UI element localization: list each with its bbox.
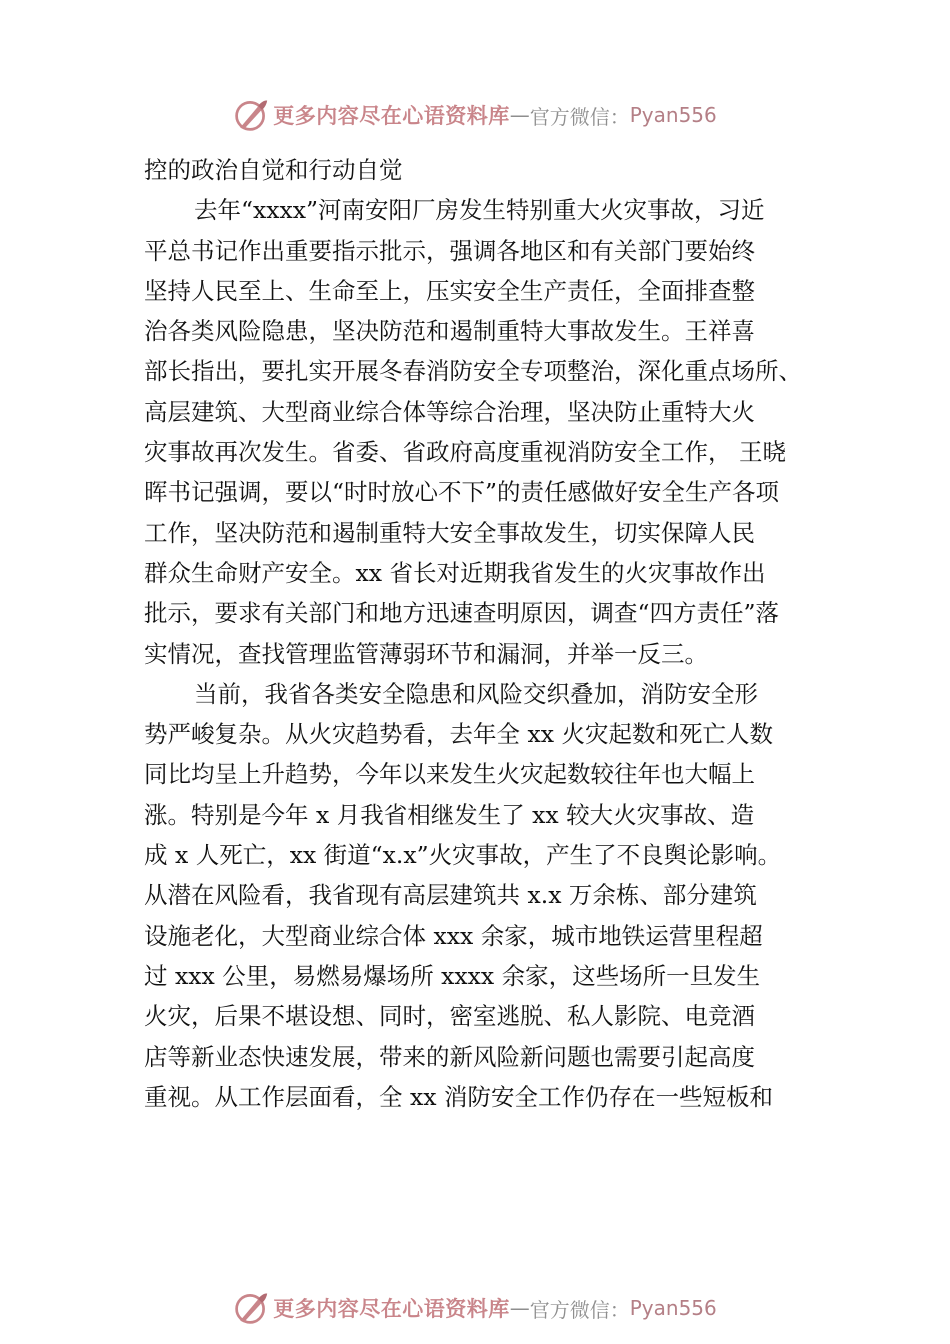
text-line: 重视。从工作层面看，全 xx 消防安全工作仍存在一些短板和 (144, 1082, 773, 1111)
text-line: 控的政治自觉和行动自觉 (144, 156, 403, 184)
document-body (144, 150, 844, 1117)
text-line: 从潜在风险看，我省现有高层建筑共 x.x 万余栋、部分建筑 (144, 881, 757, 910)
text-line: 批示，要求有关部门和地方迅速查明原因，调查“四方责任”落 (144, 599, 780, 628)
text-line: 成 x 人死亡，xx 街道“x.x”火灾事故，产生了不良舆论影响。 (144, 841, 782, 870)
text-line: 部长指出，要扎实开展冬春消防安全专项整治，深化重点场所、 (144, 357, 802, 386)
text-line: 同比均呈上升趋势，今年以来发生火灾起数较往年也大幅上 (144, 760, 755, 789)
watermark-wechat-label: 官方微信： (529, 1297, 630, 1322)
text-line: 涨。特别是今年 x 月我省相继发生了 xx 较大火灾事故、造 (144, 800, 755, 829)
text-line: 群众生命财产安全。xx 省长对近期我省发生的火灾事故作出 (144, 558, 766, 587)
watermark-wechat-id: Pyan556 (629, 103, 717, 127)
text-line: 实情况，查找管理监管薄弱环节和漏洞，并举一反三。 (144, 639, 708, 668)
text-line: 店等新业态快速发展，带来的新风险新问题也需要引起高度 (144, 1042, 755, 1071)
header-watermark (0, 95, 950, 135)
text-line: 去年“xxxx”河南安阳厂房发生特别重大火灾事故，习近 (194, 196, 765, 225)
watermark-wechat-label: 官方微信： (529, 104, 630, 129)
watermark-slogan: 更多内容尽在心语资料库 (273, 1296, 510, 1321)
quill-logo-icon (233, 97, 269, 133)
text-line: 晖书记强调，要以“时时放心不下”的责任感做好安全生产各项 (144, 478, 780, 507)
text-line: 平总书记作出重要指示批示，强调各地区和有关部门要始终 (144, 236, 755, 265)
watermark-separator: — (509, 103, 530, 127)
text-line: 治各类风险隐患，坚决防范和遏制重特大事故发生。王祥喜 (144, 317, 755, 346)
watermark-slogan: 更多内容尽在心语资料库 (273, 103, 510, 128)
text-line: 坚持人民至上、生命至上，压实安全生产责任，全面排查整 (144, 276, 755, 305)
watermark-separator: — (509, 1296, 530, 1320)
watermark-wechat-id: Pyan556 (629, 1296, 717, 1320)
text-line: 过 xxx 公里，易燃易爆场所 xxxx 余家，这些场所一旦发生 (144, 961, 761, 990)
text-line: 当前，我省各类安全隐患和风险交织叠加，消防安全形 (194, 679, 758, 708)
text-line: 设施老化，大型商业综合体 xxx 余家，城市地铁运营里程超 (144, 921, 763, 950)
footer-watermark (0, 1288, 950, 1328)
quill-logo-icon (233, 1290, 269, 1326)
text-line: 火灾，后果不堪设想、同时，密室逃脱、私人影院、电竞酒 (144, 1002, 755, 1031)
text-line: 工作，坚决防范和遏制重特大安全事故发生，切实保障人民 (144, 518, 755, 547)
text-line: 高层建筑、大型商业综合体等综合治理，坚决防止重特大火 (144, 397, 755, 426)
text-line: 势严峻复杂。从火灾趋势看，去年全 xx 火灾起数和死亡人数 (144, 720, 773, 749)
text-line: 灾事故再次发生。省委、省政府高度重视消防安全工作， 王晓 (144, 438, 786, 467)
